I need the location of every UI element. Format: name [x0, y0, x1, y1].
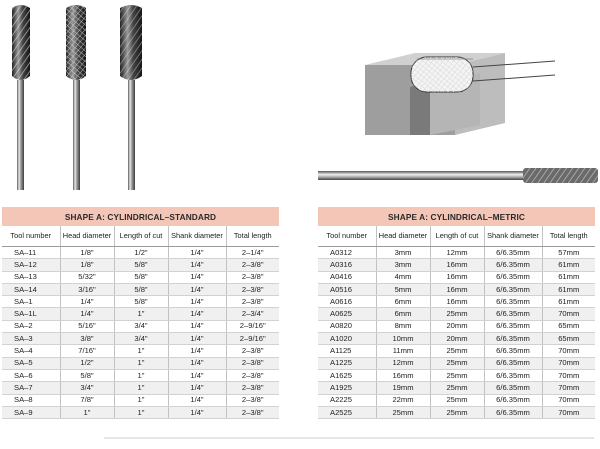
table-cell: 1" [114, 382, 168, 394]
table-cell: 8mm [376, 320, 430, 332]
table-cell: 2–3/8" [226, 382, 279, 394]
table-cell: 11mm [376, 345, 430, 357]
column-header: Length of cut [114, 226, 168, 247]
table-cell: 5mm [376, 283, 430, 295]
table-cell: 2–9/16" [226, 333, 279, 345]
table-cell: SA–13 [2, 271, 60, 283]
burr-photo-2 [66, 5, 86, 190]
table-cell: 2–3/8" [226, 394, 279, 406]
table-cell: 2–3/8" [226, 369, 279, 381]
cylindrical-metric-table [318, 207, 595, 419]
table-cell: 20mm [430, 333, 484, 345]
table-row [318, 357, 595, 369]
column-header: Tool number [2, 226, 60, 247]
standard-table-title: SHAPE A: CYLINDRICAL–STANDARD [2, 207, 279, 226]
table-cell: 5/32" [60, 271, 114, 283]
table-cell: 4mm [376, 271, 430, 283]
table-cell: A0516 [318, 283, 376, 295]
table-cell: SA–1L [2, 308, 60, 320]
table-cell: 1/4" [168, 333, 226, 345]
table-cell: A2525 [318, 406, 376, 418]
table-body [318, 247, 595, 419]
table-row [2, 308, 279, 320]
column-header: Head diameter [376, 226, 430, 247]
table-cell: 16mm [430, 259, 484, 271]
table-row [318, 247, 595, 259]
table-row [2, 382, 279, 394]
table-cell: 16mm [376, 369, 430, 381]
table-cell: 70mm [542, 308, 595, 320]
table-cell: 1/4" [168, 296, 226, 308]
table-cell: 6/6.35mm [484, 247, 542, 259]
table-cell: 25mm [430, 394, 484, 406]
table-cell: 1" [114, 308, 168, 320]
table-cell: SA–5 [2, 357, 60, 369]
table-row [318, 345, 595, 357]
table-row [318, 382, 595, 394]
table-cell: SA–8 [2, 394, 60, 406]
table-cell: A0616 [318, 296, 376, 308]
table-cell: 6/6.35mm [484, 357, 542, 369]
table-cell: SA–2 [2, 320, 60, 332]
table-row [2, 406, 279, 418]
table-cell: 1/8" [60, 247, 114, 259]
table-cell: 3/16" [60, 283, 114, 295]
table-cell: 3/4" [114, 320, 168, 332]
table-cell: 70mm [542, 406, 595, 418]
table-cell: 12mm [430, 247, 484, 259]
table-cell: 1/2" [114, 247, 168, 259]
table-cell: SA–7 [2, 382, 60, 394]
table-cell: 6/6.35mm [484, 333, 542, 345]
table-cell: 2–3/8" [226, 357, 279, 369]
table-cell: 1/4" [168, 308, 226, 320]
table-cell: 25mm [430, 357, 484, 369]
table-cell: 6/6.35mm [484, 382, 542, 394]
table-row [2, 345, 279, 357]
table-row [318, 296, 595, 308]
table-cell: 3/8" [60, 333, 114, 345]
table-cell: 6/6.35mm [484, 320, 542, 332]
table-cell: 70mm [542, 382, 595, 394]
table-cell: 7/16" [60, 345, 114, 357]
column-header: Head diameter [60, 226, 114, 247]
column-header: Total length [226, 226, 279, 247]
table-row [318, 271, 595, 283]
table-cell: 5/16" [60, 320, 114, 332]
table-cell: 1/4" [168, 382, 226, 394]
table-cell: 25mm [376, 406, 430, 418]
table-cell: 6/6.35mm [484, 308, 542, 320]
table-cell: 70mm [542, 394, 595, 406]
cylindrical-standard-table [2, 207, 279, 419]
table-cell: 2–3/8" [226, 271, 279, 283]
table-cell: SA–11 [2, 247, 60, 259]
table-cell: 25mm [430, 308, 484, 320]
table-cell: 6/6.35mm [484, 345, 542, 357]
table-cell: A0820 [318, 320, 376, 332]
table-cell: 19mm [376, 382, 430, 394]
table-cell: 6mm [376, 308, 430, 320]
table-row [2, 271, 279, 283]
table-cell: 1/4" [168, 406, 226, 418]
table-cell: A0316 [318, 259, 376, 271]
table-cell: 1/4" [168, 259, 226, 271]
burr-side-view [318, 165, 600, 185]
table-cell: 3/4" [60, 382, 114, 394]
table-cell: 70mm [542, 369, 595, 381]
table-row [318, 369, 595, 381]
table-header-row [318, 226, 595, 247]
table-cell: 16mm [430, 271, 484, 283]
table-cell: 7/8" [60, 394, 114, 406]
table-row [2, 369, 279, 381]
table-cell: A2225 [318, 394, 376, 406]
table-cell: 57mm [542, 247, 595, 259]
table-cell: SA–14 [2, 283, 60, 295]
table-cell: 6/6.35mm [484, 271, 542, 283]
table-cell: 2–3/8" [226, 259, 279, 271]
table-cell: 2–9/16" [226, 320, 279, 332]
table-cell: A1125 [318, 345, 376, 357]
table-cell: 1/4" [168, 247, 226, 259]
table-cell: 5/8" [114, 259, 168, 271]
table-cell: 10mm [376, 333, 430, 345]
table-cell: 1" [114, 357, 168, 369]
table-cell: 2–1/4" [226, 247, 279, 259]
table-row [318, 283, 595, 295]
table-cell: 3mm [376, 247, 430, 259]
table-cell: A1020 [318, 333, 376, 345]
table-cell: 1" [114, 369, 168, 381]
table-cell: 1/4" [168, 283, 226, 295]
table-cell: SA–9 [2, 406, 60, 418]
table-cell: 1/4" [168, 394, 226, 406]
table-cell: 61mm [542, 271, 595, 283]
burr-photo-1 [12, 5, 30, 190]
table-cell: 25mm [430, 345, 484, 357]
table-cell: 2–3/8" [226, 406, 279, 418]
table-cell: 1/4" [168, 369, 226, 381]
table-cell: 5/8" [60, 369, 114, 381]
table-cell: A0625 [318, 308, 376, 320]
table-cell: 12mm [376, 357, 430, 369]
table-cell: 61mm [542, 296, 595, 308]
table-row [318, 406, 595, 418]
table-cell: 1/4" [60, 296, 114, 308]
table-cell: A0312 [318, 247, 376, 259]
table-row [2, 283, 279, 295]
table-cell: 1" [114, 394, 168, 406]
table-cell: 2–3/4" [226, 308, 279, 320]
table-cell: 1/4" [168, 320, 226, 332]
table-row [2, 320, 279, 332]
table-row [2, 247, 279, 259]
table-cell: 16mm [430, 296, 484, 308]
table-cell: 22mm [376, 394, 430, 406]
table-cell: 6/6.35mm [484, 406, 542, 418]
table-cell: 25mm [430, 406, 484, 418]
table-header-row [2, 226, 279, 247]
column-header: Tool number [318, 226, 376, 247]
table-cell: SA–3 [2, 333, 60, 345]
table-cell: SA–4 [2, 345, 60, 357]
table-row [2, 259, 279, 271]
table-cell: 1/4" [168, 357, 226, 369]
table-cell: 3mm [376, 259, 430, 271]
table-cell: 70mm [542, 357, 595, 369]
table-cell: 1" [114, 406, 168, 418]
table-body [2, 247, 279, 419]
table-cell: SA–1 [2, 296, 60, 308]
table-cell: 1/8" [60, 259, 114, 271]
table-cell: 65mm [542, 333, 595, 345]
table-cell: 5/8" [114, 283, 168, 295]
table-cell: 1/4" [168, 345, 226, 357]
table-cell: 5/8" [114, 271, 168, 283]
table-cell: A1625 [318, 369, 376, 381]
table-cell: 1/2" [60, 357, 114, 369]
table-cell: 6/6.35mm [484, 369, 542, 381]
bottom-divider [104, 437, 594, 439]
table-cell: SA–6 [2, 369, 60, 381]
table-cell: 61mm [542, 283, 595, 295]
table-cell: 1" [60, 406, 114, 418]
table-cell: 1" [114, 345, 168, 357]
table-row [318, 308, 595, 320]
table-row [2, 394, 279, 406]
column-header: Total length [542, 226, 595, 247]
table-row [2, 333, 279, 345]
table-row [318, 259, 595, 271]
table-cell: 1/4" [60, 308, 114, 320]
table-row [2, 296, 279, 308]
table-row [318, 394, 595, 406]
burr-photos [0, 0, 170, 200]
table-cell: 70mm [542, 345, 595, 357]
table-cell: 61mm [542, 259, 595, 271]
table-cell: A1925 [318, 382, 376, 394]
table-row [2, 357, 279, 369]
block-cutting-diagram [355, 35, 555, 145]
table-cell: 6/6.35mm [484, 394, 542, 406]
table-row [318, 320, 595, 332]
table-cell: 5/8" [114, 296, 168, 308]
table-cell: 2–3/8" [226, 296, 279, 308]
table-cell: A1225 [318, 357, 376, 369]
metric-table-title: SHAPE A: CYLINDRICAL–METRIC [318, 207, 595, 226]
table-cell: 6mm [376, 296, 430, 308]
table-cell: 6/6.35mm [484, 296, 542, 308]
table-cell: 65mm [542, 320, 595, 332]
table-cell: 2–3/8" [226, 345, 279, 357]
column-header: Shank diameter [484, 226, 542, 247]
table-cell: 3/4" [114, 333, 168, 345]
table-cell: 16mm [430, 283, 484, 295]
table-cell: 6/6.35mm [484, 283, 542, 295]
table-cell: 1/4" [168, 271, 226, 283]
table-cell: 25mm [430, 382, 484, 394]
table-cell: A0416 [318, 271, 376, 283]
table-cell: 6/6.35mm [484, 259, 542, 271]
table-cell: SA–12 [2, 259, 60, 271]
table-cell: 20mm [430, 320, 484, 332]
column-header: Length of cut [430, 226, 484, 247]
table-row [318, 333, 595, 345]
burr-photo-3 [120, 5, 142, 190]
table-cell: 2–3/8" [226, 283, 279, 295]
column-header: Shank diameter [168, 226, 226, 247]
table-cell: 25mm [430, 369, 484, 381]
